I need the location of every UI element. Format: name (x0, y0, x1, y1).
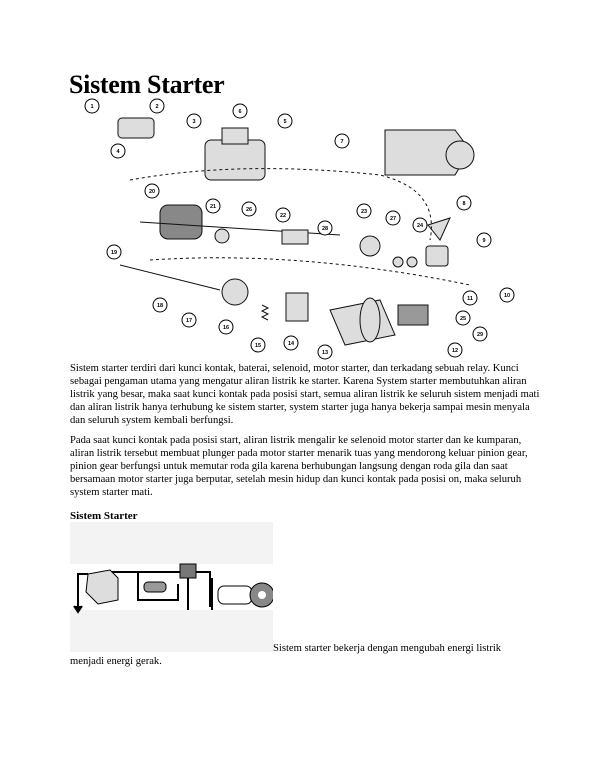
callout-8 (457, 196, 471, 210)
svg-text:20: 20 (148, 189, 156, 195)
callout-28 (318, 221, 332, 235)
callout-2 (150, 99, 164, 113)
svg-text:17: 17 (185, 318, 193, 324)
paragraph-1: Sistem starter terdiri dari kunci kontak, baterai, selenoid, motor starter, dan terkadang sebuah relay. Kunci sebagai pengaman utama yang mengatur aliran listrik ke starter. Karena System starter membutuhkan aliran listrik yang besar, maka saat kunci kontak pada posisi start, semua aliran listrik ke seluruh sistem menjadi mati dan aliran listrik hanya terhubung ke sistem starter, system starter juga hanya bekerja sampai mesin menyala dan seluruh system kembali berfungsi. (70, 363, 540, 426)
svg-text:22: 22 (279, 213, 287, 219)
starter-circuit-image (70, 522, 273, 652)
svg-text:21: 21 (209, 204, 217, 210)
svg-text:6: 6 (238, 109, 242, 115)
callout-27 (386, 211, 400, 225)
svg-text:13: 13 (321, 350, 329, 356)
callout-15 (251, 338, 265, 352)
svg-text:25: 25 (459, 316, 467, 322)
svg-text:2: 2 (155, 104, 159, 110)
callout-25 (456, 311, 470, 325)
callout-19 (107, 245, 121, 259)
svg-text:12: 12 (451, 348, 459, 354)
callout-9 (477, 233, 491, 247)
callout-3 (187, 114, 201, 128)
svg-text:16: 16 (222, 325, 230, 331)
svg-text:15: 15 (254, 343, 262, 349)
svg-text:9: 9 (482, 238, 486, 244)
callout-26 (242, 202, 256, 216)
svg-text:7: 7 (340, 139, 344, 145)
callout-13 (318, 345, 332, 359)
callout-17 (182, 313, 196, 327)
callout-4 (111, 144, 125, 158)
svg-text:10: 10 (503, 293, 511, 299)
page-title: Sistem Starter (69, 70, 225, 99)
callout-21 (206, 199, 220, 213)
callout-20 (145, 184, 159, 198)
starter-exploded-diagram (70, 98, 530, 360)
callout-6 (233, 104, 247, 118)
svg-text:24: 24 (416, 223, 424, 229)
svg-text:23: 23 (360, 209, 368, 215)
svg-text:8: 8 (462, 201, 466, 207)
callout-1 (85, 99, 99, 113)
svg-text:29: 29 (476, 332, 484, 338)
callout-14 (284, 336, 298, 350)
svg-text:3: 3 (192, 119, 196, 125)
svg-text:11: 11 (467, 296, 473, 302)
svg-text:4: 4 (116, 149, 120, 155)
svg-text:28: 28 (321, 226, 329, 232)
callout-5 (278, 114, 292, 128)
svg-text:1: 1 (90, 104, 94, 110)
caption-line-1: Sistem starter bekerja dengan mengubah energi listrik (273, 643, 502, 654)
callout-11 (463, 291, 477, 305)
callout-22 (276, 208, 290, 222)
svg-text:19: 19 (110, 250, 118, 256)
svg-text:14: 14 (287, 341, 295, 347)
callout-23 (357, 204, 371, 218)
callout-18 (153, 298, 167, 312)
caption-line-2: menjadi energi gerak. (70, 656, 162, 667)
callout-10 (500, 288, 514, 302)
svg-text:18: 18 (156, 303, 164, 309)
paragraph-2: Pada saat kunci kontak pada posisi start, aliran listrik mengalir ke selenoid motor starter dan ke kumparan, aliran listrik tersebut membuat plunger pada motor starter menarik tuas yang mendorong keluar pinion gear, pinion gear berfungsi untuk memutar roda gila karena berhubungan langsung dengan roda gila dan saat bersamaan motor starter juga berputar, setelah mesin hidup dan kunci kontak pada posisi on, maka seluruh system starter mati. (70, 435, 528, 498)
section-heading: Sistem Starter (70, 510, 138, 522)
svg-text:26: 26 (245, 207, 253, 213)
svg-text:27: 27 (389, 216, 397, 222)
callout-24 (413, 218, 427, 232)
svg-text:5: 5 (283, 119, 287, 125)
callout-7 (335, 134, 349, 148)
callout-12 (448, 343, 462, 357)
callout-29 (473, 327, 487, 341)
callout-16 (219, 320, 233, 334)
